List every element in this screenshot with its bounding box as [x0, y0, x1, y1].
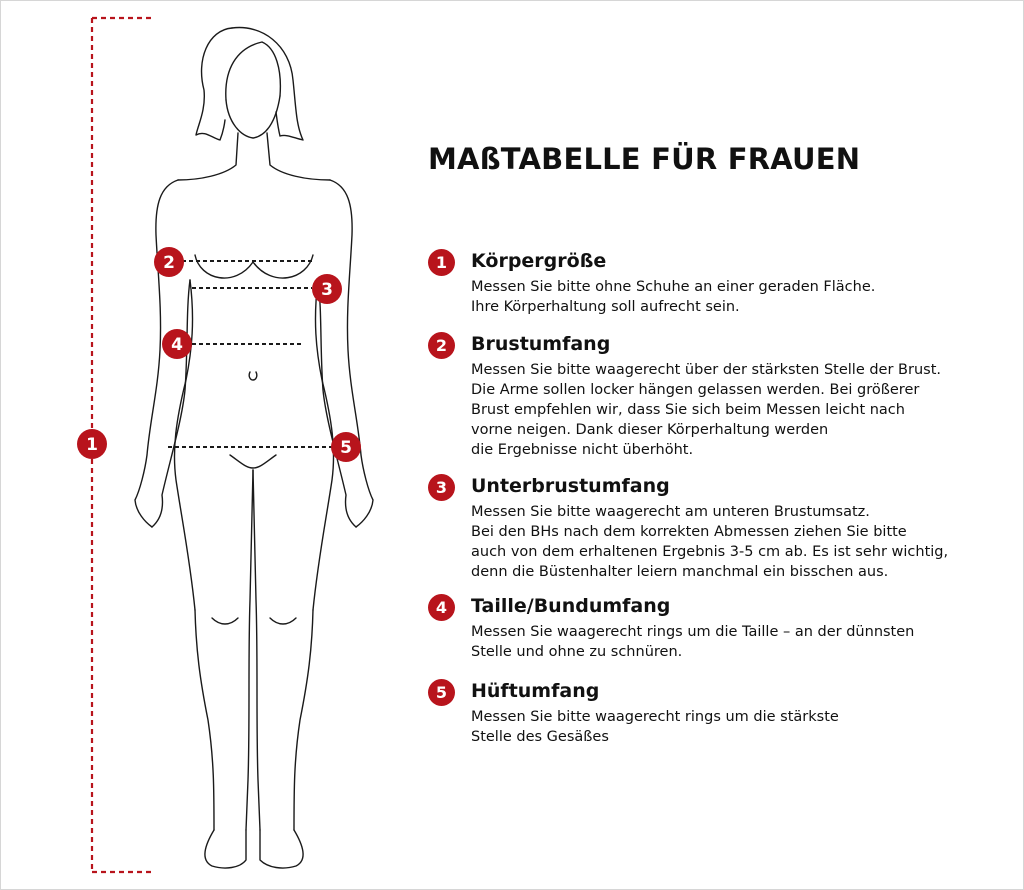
marker-4	[162, 329, 192, 359]
marker-5	[331, 432, 361, 462]
item-description	[471, 622, 914, 662]
desc-line: die Ergebnisse nicht überhöht.	[471, 442, 694, 458]
measure-lines	[168, 261, 332, 447]
desc-line: Messen Sie bitte waagerecht am unteren Brustumsatz.	[471, 504, 870, 520]
item-description	[471, 707, 839, 747]
item-heading: Taille/Bundumfang	[471, 595, 671, 617]
marker-1-label: 1	[86, 435, 98, 455]
marker-3	[312, 274, 342, 304]
desc-line: Die Arme sollen locker hängen gelassen werden. Bei größerer	[471, 382, 920, 398]
marker-2	[154, 247, 184, 277]
marker-2-label: 2	[163, 253, 175, 273]
page-title: MAßTABELLE FÜR FRAUEN	[428, 142, 861, 176]
item-description	[471, 360, 941, 460]
item-number-badge: 3	[428, 474, 455, 501]
desc-line: Messen Sie bitte waagerecht rings um die stärkste	[471, 709, 839, 725]
item-number-badge: 4	[428, 594, 455, 621]
marker-4-label: 4	[171, 335, 183, 355]
desc-line: vorne neigen. Dank dieser Körperhaltung werden	[471, 422, 829, 438]
desc-line: Bei den BHs nach dem korrekten Abmessen ziehen Sie bitte	[471, 524, 907, 540]
item-heading: Hüftumfang	[471, 680, 600, 702]
item-heading: Unterbrustumfang	[471, 475, 670, 497]
item-heading: Brustumfang	[471, 333, 611, 355]
marker-1	[77, 429, 107, 459]
item-number-badge: 5	[428, 679, 455, 706]
desc-line: Brust empfehlen wir, dass Sie sich beim Messen leicht nach	[471, 402, 905, 418]
desc-line: auch von dem erhaltenen Ergebnis 3-5 cm ab. Es ist sehr wichtig,	[471, 544, 949, 560]
desc-line: Stelle des Gesäßes	[471, 729, 609, 745]
item-description	[471, 277, 875, 317]
marker-5-label: 5	[340, 438, 352, 458]
desc-line: Ihre Körperhaltung soll aufrecht sein.	[471, 299, 740, 315]
item-description	[471, 502, 948, 582]
item-number-badge: 2	[428, 332, 455, 359]
desc-line: Stelle und ohne zu schnüren.	[471, 644, 683, 660]
item-number-badge: 1	[428, 249, 455, 276]
item-heading: Körpergröße	[471, 250, 607, 272]
body-figure-illustration	[0, 0, 420, 890]
desc-line: Messen Sie waagerecht rings um die Taille – an der dünnsten	[471, 624, 915, 640]
desc-line: Messen Sie bitte waagerecht über der stärksten Stelle der Brust.	[471, 362, 941, 378]
desc-line: Messen Sie bitte ohne Schuhe an einer geraden Fläche.	[471, 279, 876, 295]
desc-line: denn die Büstenhalter leiern manchmal ein bisschen aus.	[471, 564, 889, 580]
marker-3-label: 3	[321, 280, 333, 300]
